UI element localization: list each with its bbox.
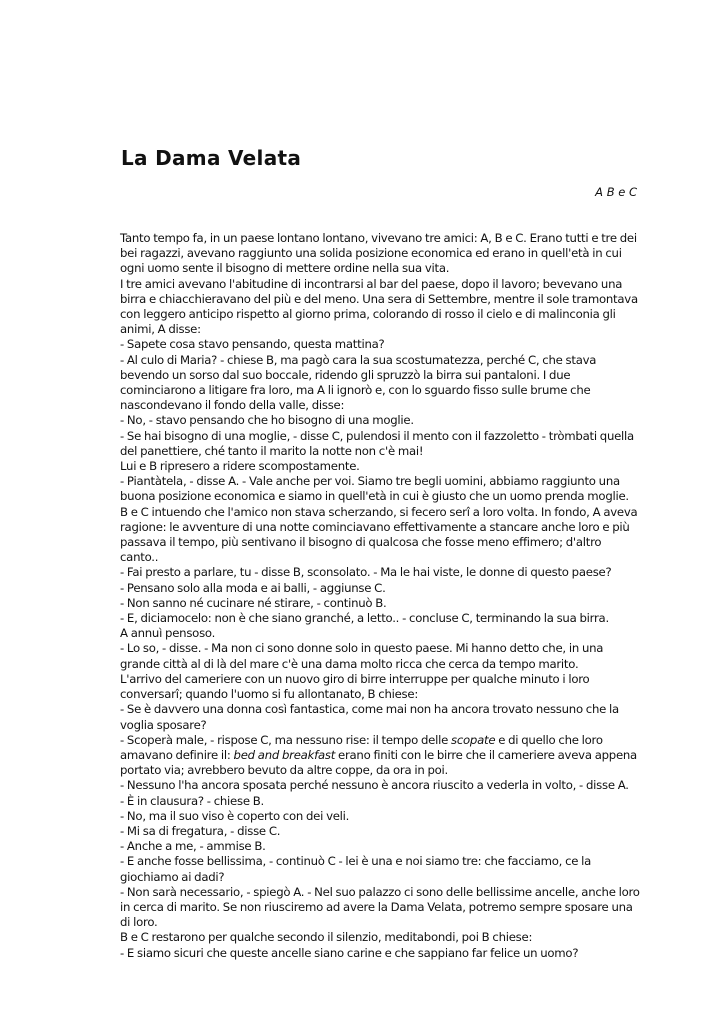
paragraph: - Se hai bisogno di una moglie, - disse C, pulendosi il mento con il fazzoletto - tròmbati quella del panettiere, ché tanto il marito la notte non c'è mai! — [120, 428, 634, 458]
paragraph: - No, ma il suo viso è coperto con dei veli. — [120, 808, 350, 823]
paragraph: B e C restarono per qualche secondo il silenzio, meditabondi, poi B chiese: — [120, 930, 533, 945]
paragraph — [120, 733, 640, 779]
paragraph: Lui e B ripresero a ridere scompostamente. — [120, 459, 360, 474]
paragraph: - Anche a me, - ammise B. — [120, 839, 266, 854]
paragraph: - Al culo di Maria? - chiese B, ma pagò cara la sua scostumatezza, perché C, che stava bevendo un sorso dal suo boccale, ridendo gli spruzzò la birra sui pantaloni. I due cominciarono a litigare fra loro, ma A li ignorò e, con lo sguardo fisso sulle brume che nascondevano il fondo della valle, disse: — [120, 352, 597, 413]
paragraph: - Mi sa di fregatura, - disse C. — [120, 823, 281, 838]
document-authors: A B e C — [595, 185, 637, 199]
italic-term: scopate — [450, 732, 496, 747]
paragraph: - No, - stavo pensando che ho bisogno di una moglie. — [120, 413, 414, 428]
paragraph: B e C intuendo che l'amico non stava scherzando, si fecero serî a loro volta. In fondo, A aveva ragione: le avventure di una notte cominciavano effettivamente a stancare anche loro e più passava il tempo, più sentivano il bisogno di qualcosa che fosse meno effimero; d'altro canto.. — [120, 504, 638, 565]
paragraph: - Sapete cosa stavo pensando, questa mattina? — [120, 337, 385, 352]
paragraph: - Non sanno né cucinare né stirare, - continuò B. — [120, 595, 387, 610]
paragraph: - Se è davvero una donna così fantastica, come mai non ha ancora trovato nessuno che la voglia sposare? — [120, 702, 619, 732]
paragraph: - Non sarà necessario, - spiegò A. - Nel suo palazzo ci sono delle bellissime ancelle, anche loro in cerca di marito. Se non riusciremo ad avere la Dama Velata, potremo sempre sposare una di loro. — [120, 884, 640, 930]
paragraph: Tanto tempo fa, in un paese lontano lontano, vivevano tre amici: A, B e C. Erano tutti e tre dei bei ragazzi, avevano raggiunto una solida posizione economica ed erano in quell'età in cui ogni uomo sente il bisogno di mettere ordine nella sua vita. — [120, 231, 637, 276]
paragraph: I tre amici avevano l'abitudine di incontrarsi al bar del paese, dopo il lavoro; bevevano una birra e chiacchieravano del più e del meno. Una sera di Settembre, mentre il sole tramontava con leggero anticipo rispetto al giorno prima, colorando di rosso il cielo e di malinconia gli animi, A disse: — [120, 276, 638, 337]
paragraph-text: erano finiti con le birre che il cameriere aveva appena portato via; avrebbero bevuto da altre coppe, da ora in poi. — [120, 747, 637, 778]
paragraph: - Piantàtela, - disse A. - Vale anche per voi. Siamo tre begli uomini, abbiamo raggiunto una buona posizione economica e siamo in quell'età in cui è giusto che un uomo prenda moglie. — [120, 474, 629, 504]
paragraph: - È in clausura? - chiese B. — [120, 793, 264, 808]
story-body — [120, 231, 640, 961]
paragraph: - Nessuno l'ha ancora sposata perché nessuno è ancora riuscito a vederla in volto, - disse A. — [120, 778, 629, 793]
paragraph-text: e di quello che loro amavano definire il: — [120, 732, 603, 762]
paragraph: - E siamo sicuri che queste ancelle siano carine e che sappiano far felice un uomo? — [120, 945, 579, 960]
paragraph: - E anche fosse bellissima, - continuò C - lei è una e noi siamo tre: che facciamo, ce la giochiamo ai dadi? — [120, 854, 592, 884]
paragraph: - Pensano solo alla moda e ai balli, - aggiunse C. — [120, 580, 386, 595]
document-title: La Dama Velata — [121, 146, 302, 170]
paragraph: - E, diciamocelo: non è che siano granché, a letto.. - concluse C, terminando la sua birra. — [120, 611, 609, 626]
italic-term: bed and breakfast — [233, 747, 336, 762]
paragraph: L'arrivo del cameriere con un nuovo giro di birre interruppe per qualche minuto i loro conversarî; quando l'uomo si fu allontanato, B chiese: — [120, 671, 590, 702]
paragraph: A annuì pensoso. — [120, 626, 216, 641]
paragraph-text: - Scoperà male, - rispose C, ma nessuno rise: il tempo delle — [120, 732, 451, 747]
paragraph: - Fai presto a parlare, tu - disse B, sconsolato. - Ma le hai viste, le donne di questo paese? — [120, 565, 612, 580]
paragraph: - Lo so, - disse. - Ma non ci sono donne solo in questo paese. Mi hanno detto che, in una grande città al di là del mare c'è una dama molto ricca che cerca da tempo marito. — [120, 641, 604, 671]
